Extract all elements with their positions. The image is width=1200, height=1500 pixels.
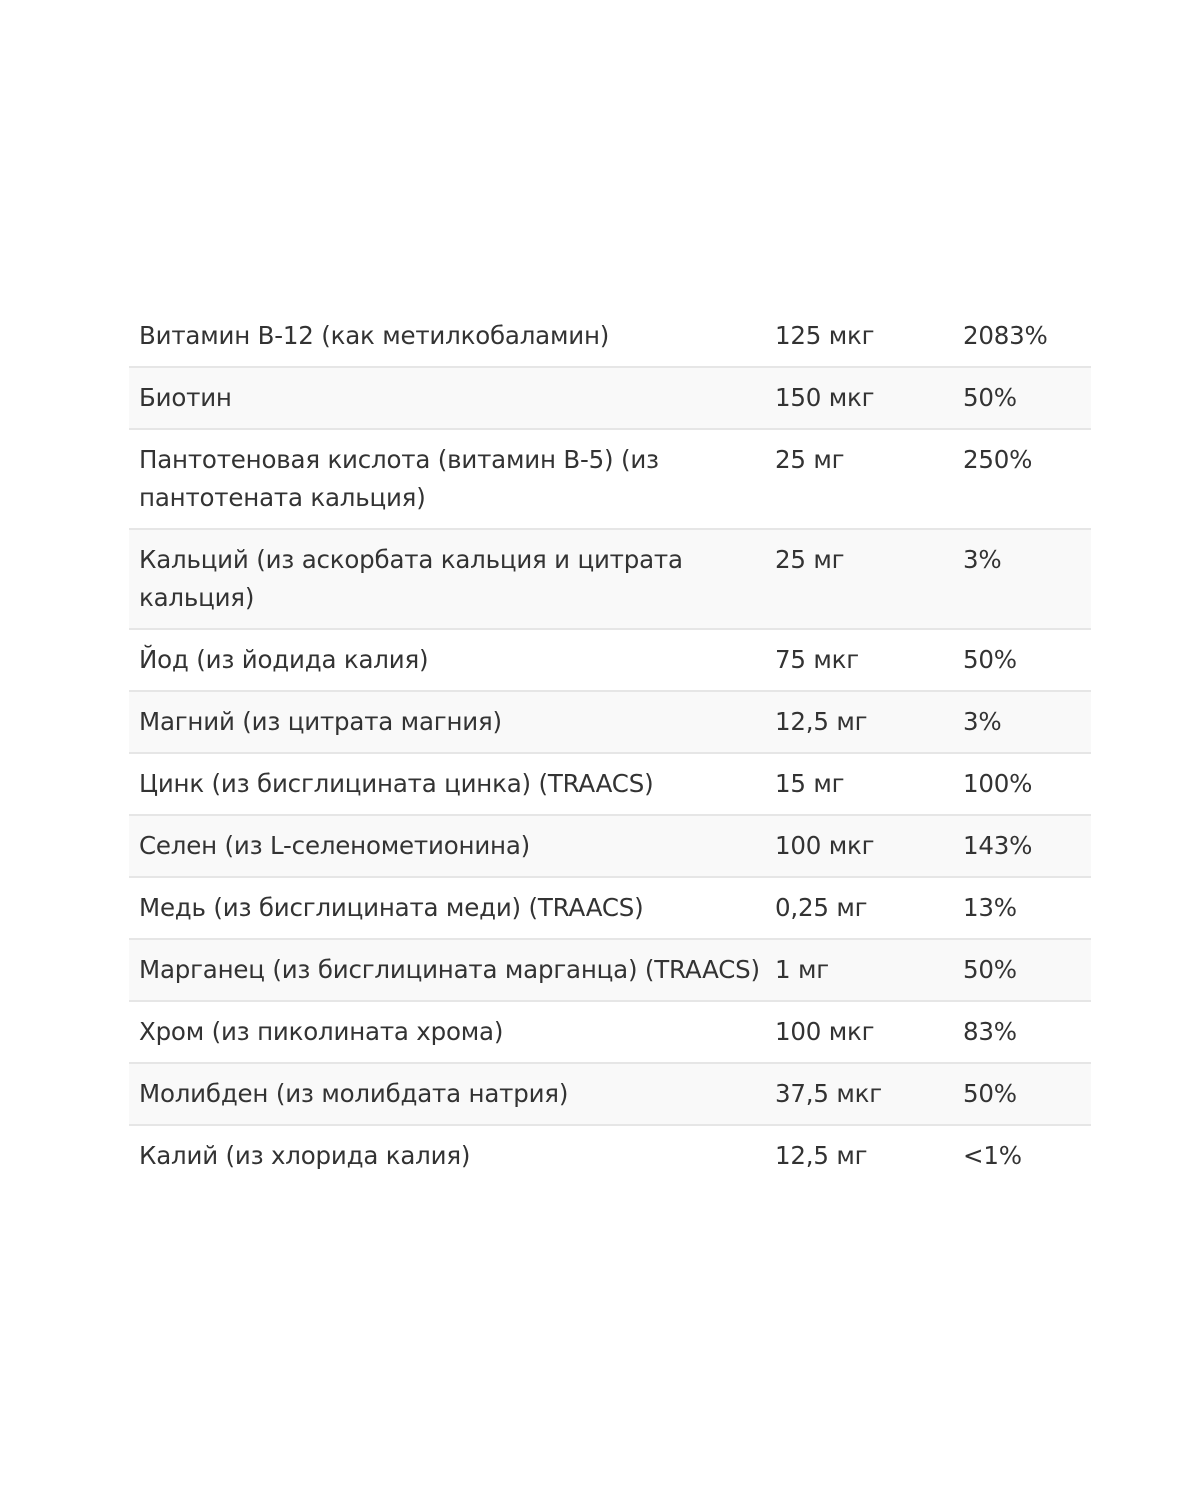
nutrient-amount: 100 мкг xyxy=(765,815,953,877)
nutrient-amount: 75 мкг xyxy=(765,629,953,691)
nutrient-name: Биотин xyxy=(129,367,765,429)
nutrient-daily-value: 13% xyxy=(953,877,1091,939)
nutrient-daily-value: 2083% xyxy=(963,321,1048,350)
table-row xyxy=(129,815,1091,877)
nutrient-daily-value: 50% xyxy=(953,939,1091,1001)
nutrient-name: Витамин B-12 (как метилкобаламин) xyxy=(139,321,610,350)
nutrient-name: Калий (из хлорида калия) xyxy=(129,1125,765,1186)
nutrient-daily-value: 50% xyxy=(953,367,1091,429)
nutrient-amount: 100 мкг xyxy=(765,1001,953,1063)
table-row xyxy=(129,306,1091,367)
nutrient-daily-value: 3% xyxy=(953,691,1091,753)
table-row xyxy=(129,367,1091,429)
table-row xyxy=(129,529,1091,629)
nutrient-table-body xyxy=(129,306,1091,1186)
nutrient-daily-value: <1% xyxy=(953,1125,1091,1186)
nutrient-amount: 12,5 мг xyxy=(765,691,953,753)
nutrient-amount: 37,5 мкг xyxy=(765,1063,953,1125)
nutrient-name: Молибден (из молибдата натрия) xyxy=(129,1063,765,1125)
table-row xyxy=(129,1125,1091,1186)
nutrient-amount: 125 мкг xyxy=(775,321,875,350)
nutrient-amount: 12,5 мг xyxy=(765,1125,953,1186)
nutrient-amount: 0,25 мг xyxy=(765,877,953,939)
nutrient-daily-value: 83% xyxy=(953,1001,1091,1063)
nutrient-amount: 150 мкг xyxy=(765,367,953,429)
nutrient-amount: 1 мг xyxy=(765,939,953,1001)
nutrient-table xyxy=(129,306,1091,1186)
table-row xyxy=(129,753,1091,815)
nutrient-name: Пантотеновая кислота (витамин B-5) (из пантотената кальция) xyxy=(129,429,765,529)
nutrient-name: Медь (из бисглицината меди) (TRAACS) xyxy=(129,877,765,939)
nutrient-daily-value: 3% xyxy=(953,529,1091,629)
nutrient-name: Хром (из пиколината хрома) xyxy=(129,1001,765,1063)
nutrient-name: Селен (из L-селенометионина) xyxy=(129,815,765,877)
nutrient-name: Цинк (из бисглицината цинка) (TRAACS) xyxy=(129,753,765,815)
nutrient-daily-value: 100% xyxy=(953,753,1091,815)
table-row xyxy=(129,691,1091,753)
nutrient-amount: 25 мг xyxy=(765,429,953,529)
nutrient-amount: 15 мг xyxy=(765,753,953,815)
table-row xyxy=(129,877,1091,939)
nutrient-name: Кальций (из аскорбата кальция и цитрата кальция) xyxy=(129,529,765,629)
nutrient-name: Йод (из йодида калия) xyxy=(129,629,765,691)
nutrient-daily-value: 50% xyxy=(953,1063,1091,1125)
nutrient-name: Магний (из цитрата магния) xyxy=(129,691,765,753)
table-row xyxy=(129,1063,1091,1125)
nutrient-table-container xyxy=(129,306,1091,1186)
table-row xyxy=(129,429,1091,529)
nutrient-name: Марганец (из бисглицината марганца) (TRAACS) xyxy=(129,939,765,1001)
nutrient-amount: 25 мг xyxy=(765,529,953,629)
table-row xyxy=(129,629,1091,691)
table-row xyxy=(129,939,1091,1001)
nutrient-daily-value: 143% xyxy=(953,815,1091,877)
nutrient-daily-value: 50% xyxy=(953,629,1091,691)
nutrient-daily-value: 250% xyxy=(953,429,1091,529)
table-row xyxy=(129,1001,1091,1063)
